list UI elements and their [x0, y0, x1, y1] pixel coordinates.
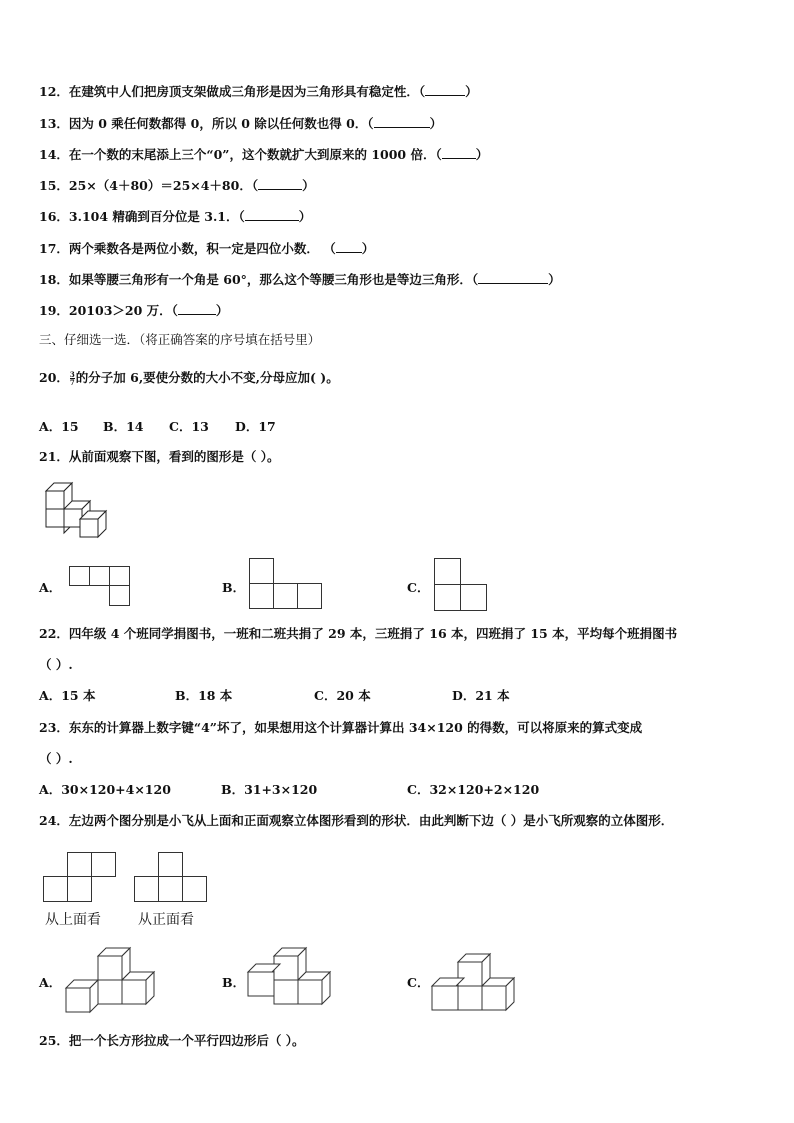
question-23: 23．东东的计算器上数字键“4”坏了，如果想用这个计算器计算出 34×120 的得数，可以将原来的算式变成	[39, 720, 643, 735]
question-15	[39, 176, 315, 194]
option-a-label[interactable]: A．	[39, 580, 62, 595]
question-24: 24．左边两个图分别是小飞从上面和正面观察立体图形看到的形状．由此判断下边（ ）是小飞所观察的立体图形．	[39, 813, 674, 828]
option-c-label[interactable]: C．	[407, 975, 430, 990]
option-d[interactable]: D．17	[235, 419, 276, 434]
question-22-cont: （ ）.	[39, 657, 73, 672]
question-12	[39, 82, 478, 100]
question-text: 两个乘数各是两位小数，积一定是四位小数． （	[68, 241, 336, 256]
front-view-figure	[134, 852, 210, 904]
question-18	[39, 270, 561, 288]
answer-blank[interactable]	[258, 178, 302, 190]
question-text: 的分子加 6,要使分数的大小不变,分母应加( )。	[75, 370, 339, 385]
option-b-label[interactable]: B．	[222, 975, 246, 990]
question-14	[39, 145, 488, 163]
question-text: 因为 0 乘任何数都得 0，所以 0 除以任何数也得 0．（	[68, 116, 374, 131]
option-a-figure[interactable]	[69, 566, 133, 608]
caption-front-view: 从正面看	[138, 912, 194, 928]
option-a[interactable]: A．15	[39, 419, 79, 434]
question-number: 16．	[39, 209, 69, 224]
paren-close: ）	[302, 178, 315, 193]
option-b-figure[interactable]	[249, 558, 323, 610]
question-17	[39, 239, 374, 257]
option-b[interactable]: B．18 本	[175, 688, 233, 703]
question-number: 17．	[39, 241, 69, 256]
option-a[interactable]: A．15 本	[39, 688, 96, 703]
question-text: 在一个数的末尾添上三个“0”，这个数就扩大到原来的 1000 倍．（	[68, 147, 442, 162]
option-c-3d-figure[interactable]	[432, 954, 518, 1012]
paren-close: ）	[475, 147, 489, 162]
question-text: 如果等腰三角形有一个角是 60°，那么这个等腰三角形也是等边三角形．（	[68, 272, 479, 287]
answer-blank[interactable]	[442, 147, 476, 159]
fraction-denominator: 7	[69, 378, 75, 387]
question-20	[39, 368, 339, 386]
question-19	[39, 301, 228, 319]
answer-blank[interactable]	[178, 303, 216, 315]
answer-blank[interactable]	[245, 209, 299, 221]
option-b-label[interactable]: B．	[222, 580, 246, 595]
paren-close: ）	[548, 272, 561, 287]
paren-close: ）	[429, 116, 443, 131]
option-d[interactable]: D．21 本	[452, 688, 510, 703]
option-c[interactable]: C．20 本	[314, 688, 371, 703]
question-text: 在建筑中人们把房顶支架做成三角形是因为三角形具有稳定性．（	[68, 84, 426, 99]
question-16	[39, 207, 311, 225]
question-number: 19．	[39, 303, 69, 318]
question-21: 21．从前面观察下图，看到的图形是（ ）。	[39, 449, 280, 464]
question-number: 14．	[39, 147, 69, 162]
question-22: 22．四年级 4 个班同学捐图书，一班和二班共捐了 29 本，三班捐了 16 本，四班捐了 15 本，平均每个班捐图书	[39, 626, 678, 641]
question-13	[39, 114, 442, 132]
answer-blank[interactable]	[374, 116, 430, 128]
caption-top-view: 从上面看	[45, 912, 101, 928]
question-number: 18．	[39, 272, 69, 287]
question-text: 3.104 精确到百分位是 3.1．（	[68, 209, 245, 224]
answer-blank[interactable]	[425, 84, 465, 96]
option-c-figure[interactable]	[434, 558, 490, 612]
top-view-figure	[43, 852, 119, 904]
option-c[interactable]: C．13	[169, 419, 209, 434]
option-b[interactable]: B．31+3×120	[221, 782, 318, 797]
option-c-label[interactable]: C．	[407, 580, 430, 595]
question-number: 12．	[39, 84, 69, 99]
fraction	[70, 371, 75, 386]
option-a-3d-figure[interactable]	[66, 946, 160, 1012]
question-23-cont: （ ）.	[39, 751, 73, 766]
option-b-3d-figure[interactable]	[248, 946, 334, 1008]
q21-3d-figure	[44, 483, 124, 543]
question-number: 15．	[39, 178, 69, 193]
question-25: 25．把一个长方形拉成一个平行四边形后（ ）。	[39, 1033, 305, 1048]
answer-blank[interactable]	[478, 272, 548, 284]
option-c[interactable]: C．32×120+2×120	[407, 782, 540, 797]
fraction-numerator: 3	[69, 370, 75, 379]
paren-close: ）	[298, 209, 312, 224]
section-heading: 三、仔细选一选．（将正确答案的序号填在括号里）	[39, 332, 321, 347]
question-text: 25×（4＋80）＝25×4＋80．（	[68, 178, 259, 193]
option-a-label[interactable]: A．	[39, 975, 62, 990]
question-text: 20103＞20 万．（	[68, 303, 178, 318]
paren-close: ）	[361, 241, 375, 256]
answer-blank[interactable]	[336, 241, 362, 253]
option-b[interactable]: B．14	[103, 419, 144, 434]
paren-close: ）	[215, 303, 229, 318]
option-a[interactable]: A．30×120+4×120	[39, 782, 171, 797]
question-number: 20．	[39, 370, 69, 385]
paren-close: ）	[465, 84, 478, 99]
question-number: 13．	[39, 116, 69, 131]
